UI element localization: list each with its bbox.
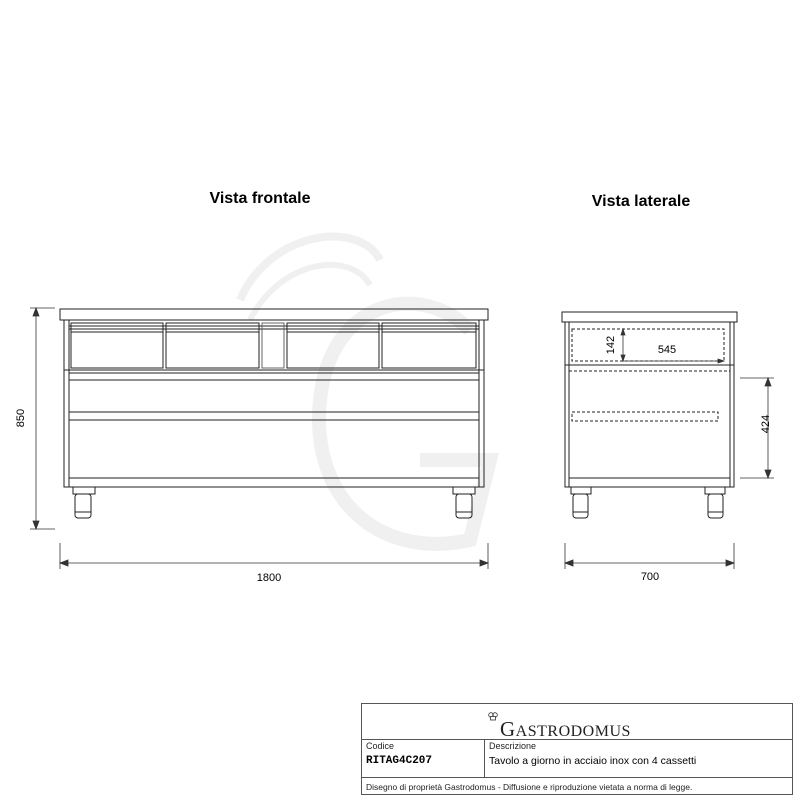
code-value: RITAG4C207 (366, 755, 433, 767)
side-worktop (562, 312, 737, 322)
dim-front-height (30, 308, 55, 529)
side-foot-left (573, 494, 588, 518)
title-block (361, 703, 793, 795)
front-view (60, 309, 488, 518)
front-foot-left (75, 494, 91, 518)
dim-side-width-label: 700 (640, 571, 660, 583)
dim-shelf-height-label: 424 (760, 414, 772, 434)
side-foot-right (708, 494, 723, 518)
description-value: Tavolo a giorno in acciaio inox con 4 cassetti (489, 755, 697, 767)
copyright-footer: Disegno di proprietà Gastrodomus - Diffusione e riproduzione vietata a norma di legge. (366, 782, 693, 792)
description-cell (485, 740, 792, 777)
code-cell (362, 740, 485, 777)
description-label: Descrizione (489, 741, 537, 751)
dim-front-width-label: 1800 (256, 572, 282, 584)
brand-logo-text: GASTRODOMUS (500, 717, 631, 741)
watermark-logo (240, 237, 490, 544)
side-shelf-outline (572, 412, 718, 421)
front-drawer-1 (71, 323, 163, 368)
front-view-title: Vista frontale (209, 190, 311, 207)
front-center-post (262, 323, 284, 368)
dim-side-width (565, 543, 734, 569)
front-foot-left-top (73, 487, 95, 494)
side-view (562, 312, 737, 518)
front-foot-right-top (453, 487, 475, 494)
dim-drawer-depth-label: 545 (657, 344, 677, 356)
side-body (565, 322, 734, 487)
side-drawer-outline (572, 329, 724, 361)
title-block-logo (362, 704, 792, 740)
chef-hat-icon (488, 711, 498, 721)
dim-drawer-height-label: 142 (605, 335, 617, 355)
dim-front-height-label: 850 (15, 408, 27, 428)
front-drawer-2 (166, 323, 259, 368)
code-label: Codice (366, 741, 395, 751)
side-view-title: Vista laterale (591, 193, 691, 210)
